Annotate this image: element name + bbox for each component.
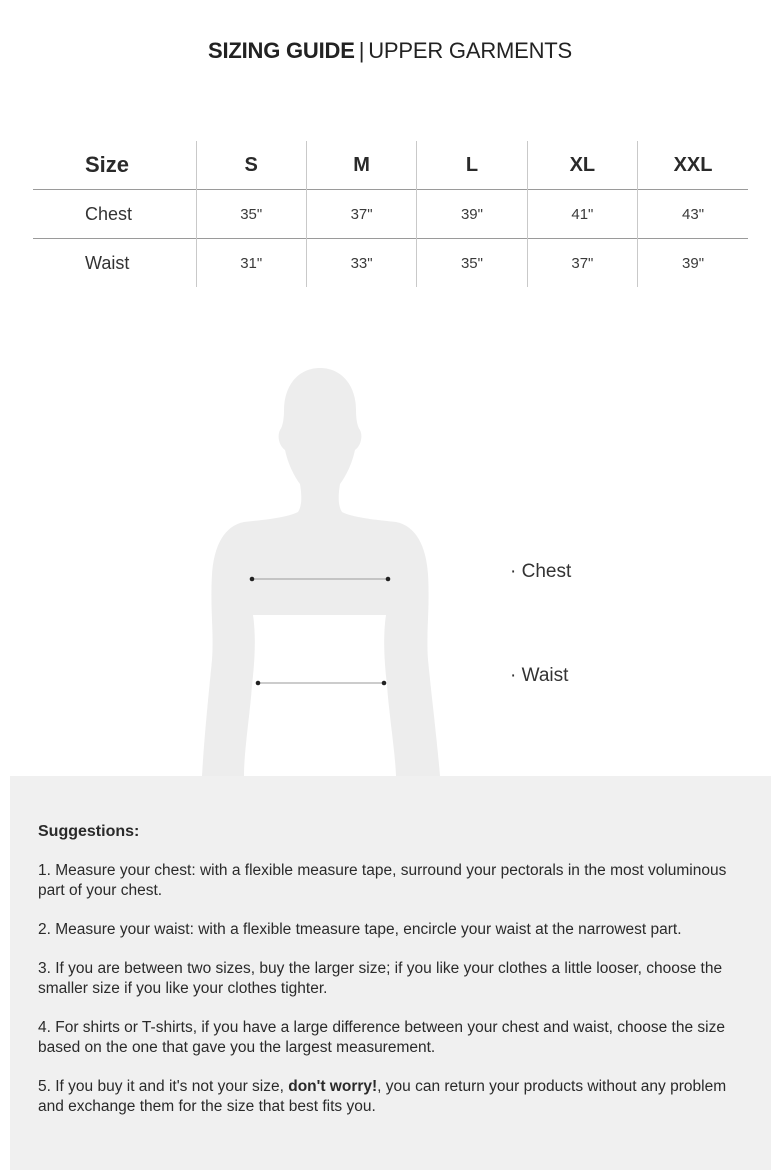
table-cell: 31" xyxy=(196,239,306,288)
title-separator: | xyxy=(358,38,365,63)
suggestion-text: 5. If you buy it and it's not your size, xyxy=(38,1078,289,1095)
table-cell: 33" xyxy=(306,239,416,288)
suggestion-text: , you can return your products without any problem and exchange them for the size that best fits you. xyxy=(38,1078,727,1115)
table-row-chest xyxy=(33,190,748,239)
table-cell: 37" xyxy=(527,239,637,288)
size-l: L xyxy=(417,141,527,190)
table-cell: 37" xyxy=(306,190,416,239)
table-cell: 39" xyxy=(417,190,527,239)
chest-dot-left xyxy=(250,577,255,582)
suggestion-item: 3. If you are between two sizes, buy the larger size; if you like your clothes a little looser, choose the smaller size if you like your clothes tighter. xyxy=(38,960,723,997)
waist-dot-right xyxy=(382,681,387,686)
size-xl: XL xyxy=(527,141,637,190)
title-main: SIZING GUIDE xyxy=(207,38,355,63)
size-header-row xyxy=(33,141,748,190)
suggestion-item xyxy=(38,1077,750,1117)
table-cell: 35" xyxy=(196,190,306,239)
table-cell: 43" xyxy=(638,190,748,239)
table-cell: 35" xyxy=(417,239,527,288)
chest-label: · Chest xyxy=(510,561,572,582)
title-subtitle: UPPER GARMENTS xyxy=(368,38,573,63)
suggestion-item: 2. Measure your waist: with a flexible tmeasure tape, encircle your waist at the narrowest part. xyxy=(38,921,682,938)
table-row-waist xyxy=(33,239,748,288)
suggestions-title: Suggestions: xyxy=(38,823,140,840)
suggestion-item: 4. For shirts or T-shirts, if you have a large difference between your chest and waist, choose the size based on the one that gave you the largest measurement. xyxy=(38,1019,725,1056)
suggestion-item: 1. Measure your chest: with a flexible measure tape, surround your pectorals in the most voluminous part of your chest. xyxy=(38,862,727,899)
chest-dot-right xyxy=(386,577,391,582)
body-figure xyxy=(0,360,780,780)
size-table xyxy=(33,141,748,287)
suggestion-emphasis: don't worry! xyxy=(288,1078,378,1095)
silhouette-shape xyxy=(202,368,440,776)
row-label-waist: Waist xyxy=(85,252,130,273)
size-header-label: Size xyxy=(85,152,130,177)
table-cell: 39" xyxy=(638,239,748,288)
waist-dot-left xyxy=(256,681,261,686)
page-title xyxy=(0,38,780,64)
body-silhouette-icon xyxy=(0,360,780,780)
waist-label: · Waist xyxy=(510,665,569,686)
size-xxl: XXL xyxy=(638,141,748,190)
size-s: S xyxy=(196,141,306,190)
size-m: M xyxy=(306,141,416,190)
table-cell: 41" xyxy=(527,190,637,239)
row-label-chest: Chest xyxy=(85,203,133,224)
suggestions-panel xyxy=(10,776,771,1170)
